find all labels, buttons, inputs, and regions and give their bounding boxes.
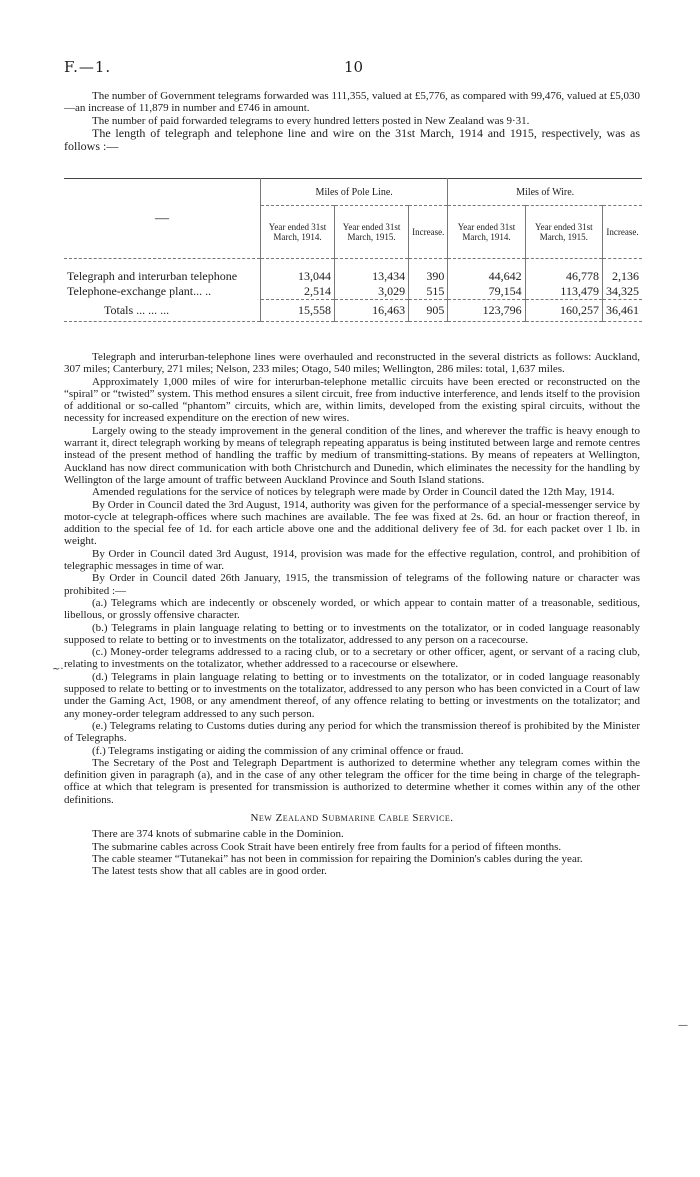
cell-value: 36,461 [602, 300, 642, 322]
cell-value: 3,029 [335, 284, 409, 300]
list-item: (b.) Telegrams in plain language relating to betting or to investments on the totalizator, or in coded language reasonably supposed to relate to betting or to investments on the totalizator, addressed to any person on a racecourse. [64, 621, 640, 646]
col-header-year-1914: Year ended 31st March, 1914. [448, 206, 525, 259]
body-paragraph: Telegraph and interurban-telephone lines were overhauled and reconstructed in the several districts as follows: Auckland, 307 miles; Canterbury, 271 miles; Nelson, 233 miles; Otago, 540 miles; Wellington, 286 miles: total, 1,637 miles. [64, 351, 640, 376]
table-row [64, 284, 642, 300]
cell-value: 15,558 [261, 300, 335, 322]
col-header-increase: Increase. [602, 206, 642, 259]
totals-label: Totals ... ... ... [104, 302, 170, 317]
cell-value: 2,136 [602, 269, 642, 284]
body-paragraph: The Secretary of the Post and Telegraph Department is authorized to determine whether any telegram comes within the definition given in paragraph (a), and in the case of any other telegram the officer for the time being in charge of the telegraph-office at which that telegram is presented for transmission is authorized to determine whether it comes within any of the other definitions. [64, 756, 640, 806]
group-header-wire: Miles of Wire. [448, 179, 642, 206]
cell-value: 160,257 [525, 300, 602, 322]
cell-value: 34,325 [602, 284, 642, 300]
col-header-increase: Increase. [409, 206, 448, 259]
intro-block [64, 90, 640, 153]
table-corner: — [155, 210, 169, 226]
margin-mark: ~· [52, 664, 64, 675]
body-paragraph: The cable steamer “Tutanekai” has not been in commission for repairing the Dominion's cables during the year. [92, 852, 583, 865]
body-paragraph: The submarine cables across Cook Strait have been entirely free from faults for a period of fifteen months. [92, 840, 562, 853]
col-header-year-1914: Year ended 31st March, 1914. [261, 206, 335, 259]
cell-value: 46,778 [525, 269, 602, 284]
document-reference: F.—1. [64, 58, 112, 76]
list-item: (e.) Telegrams relating to Customs duties during any period for which the transmission thereof is prohibited by the Minister of Telegraphs. [64, 719, 640, 745]
intro-paragraph: The number of Government telegrams forwarded was 111,355, valued at £5,776, as compared with 99,476, valued at £5,030—an increase of 11,879 in number and £746 in amount. [64, 90, 640, 115]
list-item: (c.) Money-order telegrams addressed to a racing club, or to a secretary or other officer, agent, or servant of a racing club, relating to investments on the totalizator, whether addressed to a racecourse or elsewhere. [64, 646, 640, 671]
list-item: (a.) Telegrams which are indecently or obscenely worded, or which appear to contain matter of a treasonable, seditious, libellous, or grossly offensive character. [64, 596, 640, 622]
cell-value: 44,642 [448, 269, 525, 284]
cell-value: 113,479 [525, 284, 602, 300]
cell-value: 13,434 [335, 269, 409, 284]
section-heading: New Zealand Submarine Cable Service. [250, 811, 454, 824]
body-paragraph: The latest tests show that all cables are in good order. [92, 865, 327, 878]
row-label: Telephone-exchange plant... .. [67, 284, 212, 299]
list-item: (d.) Telegrams in plain language relating to betting or to investments on the totalizator, or in coded language reasonably supposed to relate to betting or to investments on the totalizator, addressed to any person who has been convicted in a Court of law under the Gaming Act, 1908, or any amendment thereof, of any offence relating to betting or investments on the totalizator; and any money-order telegram addressed to any such person. [64, 670, 640, 720]
cell-value: 2,514 [261, 284, 335, 300]
group-header-pole-line: Miles of Pole Line. [261, 179, 448, 206]
totals-row [64, 300, 642, 322]
cell-value: 123,796 [448, 300, 525, 322]
row-label: Telegraph and interurban telephone [67, 269, 238, 283]
cell-value: 905 [409, 300, 448, 322]
list-item: (f.) Telegrams instigating or aiding the commission of any criminal offence or fraud. [92, 744, 464, 757]
body-paragraph: Approximately 1,000 miles of wire for interurban-telephone metallic circuits have been erected or reconstructed on the “spiral” or “twisted” system. This method ensures a silent circuit, free from inductive interference, and lends itself to the provision of additional or so-called “phantom” circuits, which are, within limits, developed from the existing spiral circuits, without the necessity for increased expenditure on the erection of new wires. [64, 375, 640, 425]
body-paragraph: Amended regulations for the service of notices by telegraph were made by Order in Council dated the 12th May, 1914. [92, 486, 615, 499]
line-and-wire-table [64, 178, 642, 322]
margin-mark: — [678, 1020, 688, 1031]
body-block [64, 351, 640, 877]
cell-value: 515 [409, 284, 448, 300]
body-paragraph: Largely owing to the steady improvement in the general condition of the lines, and wherever the traffic is heavy enough to warrant it, direct telegraph working by means of telegraph repeating apparatus is being instituted between large and remote centres instead of the present method of handling the traffic by medium of transmitting-stations. By means of repeaters at Wellington, Auckland has now direct communication with both Christchurch and Dunedin, which eliminates the necessity for the handling by Wellington of the large amount of traffic between Auckland Province and South Island stations. [64, 424, 640, 486]
intro-paragraph: The number of paid forwarded telegrams to every hundred letters posted in New Zealand was 9·31. [92, 114, 530, 127]
intro-paragraph: The length of telegraph and telephone line and wire on the 31st March, 1914 and 1915, respectively, was as follows :— [64, 125, 640, 153]
table-row [64, 269, 642, 284]
cell-value: 13,044 [261, 269, 335, 284]
body-paragraph: By Order in Council dated the 3rd August, 1914, authority was given for the performance of a special-messenger service by motor-cycle at telegraph-offices where such machines are available. The fee was fixed at 2s. 6d. an hour or fraction thereof, in addition to the special fee of 1d. for each article above one and the additional delivery fee of 3d. for each packet over 1 lb. in weight. [64, 498, 640, 548]
body-paragraph: By Order in Council dated 3rd August, 1914, provision was made for the effective regulation, control, and prohibition of telegraphic messages in time of war. [64, 547, 640, 573]
body-paragraph: There are 374 knots of submarine cable in the Dominion. [92, 828, 344, 841]
cell-value: 390 [409, 269, 448, 284]
cell-value: 16,463 [335, 300, 409, 322]
col-header-year-1915: Year ended 31st March, 1915. [525, 206, 602, 259]
page-number: 10 [344, 58, 364, 76]
body-paragraph: By Order in Council dated 26th January, 1915, the transmission of telegrams of the following nature or character was prohibited :— [64, 572, 640, 597]
col-header-year-1915: Year ended 31st March, 1915. [335, 206, 409, 259]
cell-value: 79,154 [448, 284, 525, 300]
